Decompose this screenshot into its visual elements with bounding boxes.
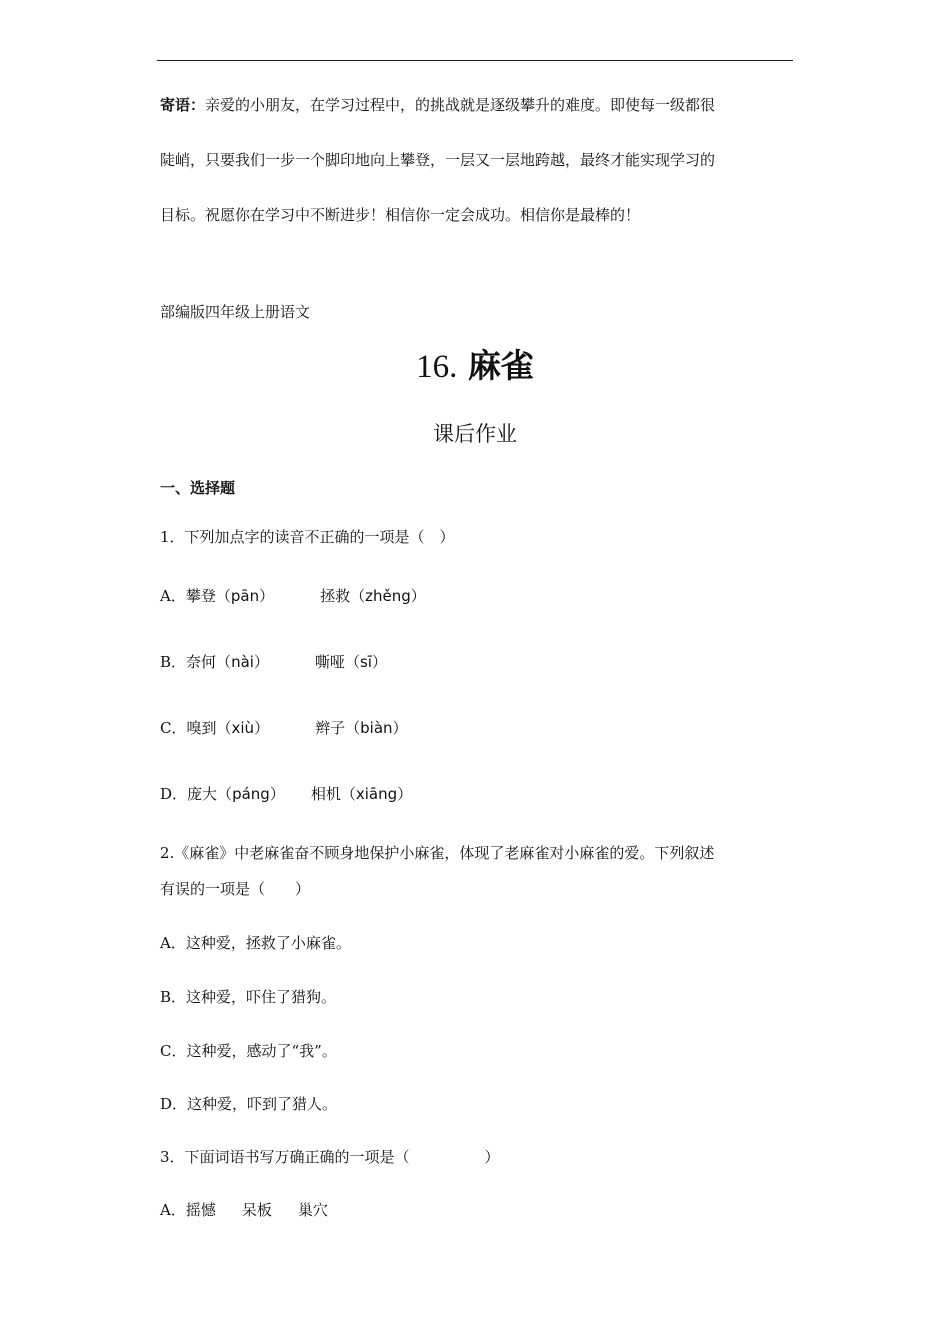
q2-option-a: A．这种爱，拯救了小麻雀。	[160, 934, 351, 952]
q2-option-c: C．这种爱，感动了“我”。	[160, 1042, 337, 1060]
page-title: 16. 麻雀	[416, 346, 534, 385]
q3-option-a: A．摇憾 呆板 巢穴	[160, 1201, 328, 1219]
page-subtitle: 课后作业	[433, 422, 517, 446]
q1-option-b: B．奈何（nài） 嘶哑（sī）	[160, 653, 387, 671]
q3-stem: 3．下面词语书写万确正确的一项是（ ）	[160, 1148, 500, 1166]
textbook-label: 部编版四年级上册语文	[160, 303, 311, 321]
note-line-2: 陡峭，只要我们一步一个脚印地向上攀登，一层又一层地跨越，最终才能实现学习的	[160, 151, 716, 169]
q2-option-d: D．这种爱，吓到了猎人。	[160, 1095, 338, 1113]
q1-option-c: C．嗅到（xiù） 辫子（biàn）	[160, 719, 408, 737]
q1-stem: 1．下列加点字的读音不正确的一项是（ ）	[160, 528, 455, 546]
header-rule	[157, 60, 793, 61]
section-heading: 一、选择题	[160, 479, 236, 497]
note-label: 寄语：	[160, 96, 206, 114]
q1-option-a: A．攀登（pān） 拯救（zhěng）	[160, 587, 426, 605]
q1-option-d: D．庞大（páng） 相机（xiāng）	[160, 785, 413, 803]
q2-stem-line-2: 有误的一项是（ ）	[160, 880, 311, 898]
q2-option-b: B．这种爱，吓住了猎狗。	[160, 988, 337, 1006]
q2-stem-line-1: 2.《麻雀》中老麻雀奋不顾身地保护小麻雀，体现了老麻雀对小麻雀的爱。下列叙述	[160, 844, 715, 862]
note-line-3: 目标。祝愿你在学习中不断进步！相信你一定会成功。相信你是最棒的！	[160, 206, 641, 224]
note-line-1: 寄语：亲爱的小朋友，在学习过程中，的挑战就是逐级攀升的难度。即使每一级都很	[160, 96, 716, 114]
